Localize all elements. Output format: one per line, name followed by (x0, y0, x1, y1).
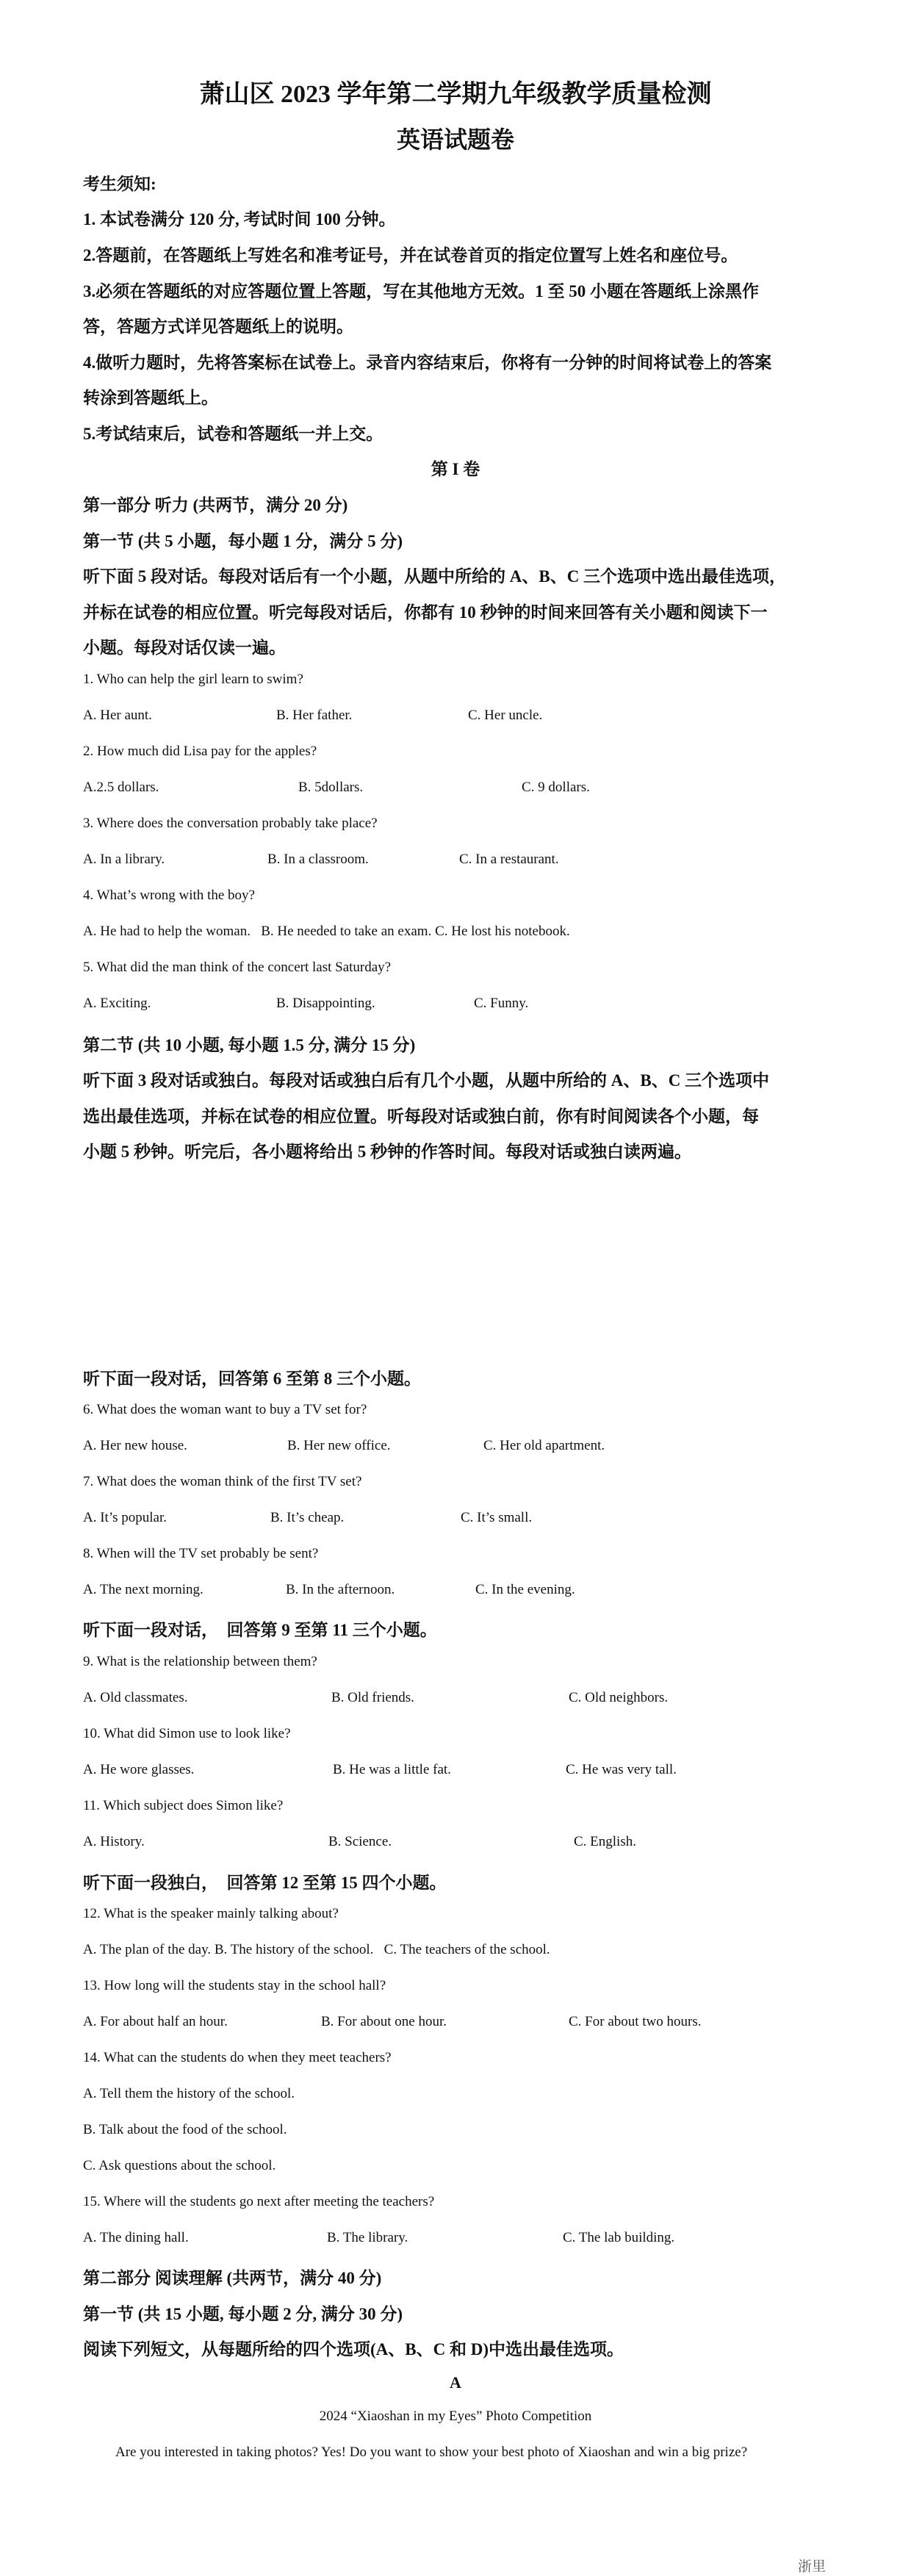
option-7b: B. It’s cheap. (270, 1510, 345, 1525)
option-2a: A.2.5 dollars. (83, 780, 159, 795)
notice-line: 4.做听力题时，先将答案标在试卷上。录音内容结束后，你将有一分钟的时间将试卷上的答案 (83, 353, 772, 372)
question-8: 8. When will the TV set probably be sent? (83, 1546, 319, 1561)
group3-heading: 听下面一段独白， 回答第 12 至第 15 四个小题。 (83, 1874, 447, 1892)
notice-line: 答，答题方式详见答题纸上的说明。 (83, 317, 353, 336)
option-1c: C. Her uncle. (468, 708, 543, 723)
question-12: 12. What is the speaker mainly talking about? (83, 1906, 339, 1921)
option-3c: C. In a restaurant. (459, 852, 559, 867)
option-8c: C. In the evening. (475, 1582, 575, 1597)
question-3: 3. Where does the conversation probably take place? (83, 816, 378, 831)
option-5b: B. Disappointing. (276, 996, 375, 1011)
option-12-line: A. The plan of the day. B. The history of the school. C. The teachers of the school. (83, 1942, 550, 1957)
passage-title: 2024 “Xiaoshan in my Eyes” Photo Competition (319, 2408, 592, 2424)
question-14: 14. What can the students do when they meet teachers? (83, 2050, 392, 2065)
option-6c: C. Her old apartment. (483, 1438, 605, 1453)
section1-instructions: 听下面 5 段对话。每段对话后有一个小题，从题中所给的 A、B、C 三个选项中选出最佳选项， (83, 567, 787, 586)
option-13b: B. For about one hour. (321, 2014, 447, 2029)
section2-instructions: 小题 5 秒钟。听完后，各小题将给出 5 秒钟的作答时间。每段对话或独白读两遍。 (83, 1143, 691, 1161)
notice-heading: 考生须知: (83, 175, 156, 193)
option-14a: A. Tell them the history of the school. (83, 2086, 295, 2101)
option-11c: C. English. (574, 1834, 636, 1849)
question-15: 15. Where will the students go next after meeting the teachers? (83, 2194, 435, 2209)
option-9b: B. Old friends. (331, 1690, 414, 1705)
option-5c: C. Funny. (474, 996, 529, 1011)
option-9c: C. Old neighbors. (569, 1690, 669, 1705)
option-11a: A. History. (83, 1834, 145, 1849)
question-11: 11. Which subject does Simon like? (83, 1798, 284, 1813)
option-2b: B. 5dollars. (298, 780, 364, 795)
option-14c: C. Ask questions about the school. (83, 2158, 276, 2173)
question-7: 7. What does the woman think of the first TV set? (83, 1474, 362, 1489)
volume-label: 第 I 卷 (431, 460, 480, 478)
option-15b: B. The library. (327, 2230, 408, 2245)
option-2c: C. 9 dollars. (522, 780, 590, 795)
option-3b: B. In a classroom. (267, 852, 369, 867)
question-5: 5. What did the man think of the concert last Saturday? (83, 960, 392, 975)
notice-line: 1. 本试卷满分 120 分, 考试时间 100 分钟。 (83, 210, 396, 229)
option-13c: C. For about two hours. (569, 2014, 702, 2029)
option-5a: A. Exciting. (83, 996, 151, 1011)
section2-instructions: 选出最佳选项，并标在试卷的相应位置。听每段对话或独白前，你有时间阅读各个小题，每 (83, 1107, 759, 1126)
group2-heading: 听下面一段对话， 回答第 9 至第 11 三个小题。 (83, 1621, 437, 1639)
question-9: 9. What is the relationship between them? (83, 1654, 317, 1669)
option-8a: A. The next morning. (83, 1582, 204, 1597)
part2-section1-heading: 第一节 (共 15 小题, 每小题 2 分, 满分 30 分) (83, 2305, 403, 2323)
question-4: 4. What’s wrong with the boy? (83, 888, 255, 903)
section1-instructions: 小题。每段对话仅读一遍。 (83, 638, 286, 657)
option-7a: A. It’s popular. (83, 1510, 167, 1525)
section2-heading: 第二节 (共 10 小题, 每小题 1.5 分, 满分 15 分) (83, 1036, 416, 1054)
section1-instructions: 并标在试卷的相应位置。听完每段对话后，你都有 10 秒钟的时间来回答有关小题和阅读下一 (83, 603, 768, 622)
section2-instructions: 听下面 3 段对话或独白。每段对话或独白后有几个小题，从题中所给的 A、B、C 三个选项中 (83, 1071, 770, 1090)
question-6: 6. What does the woman want to buy a TV set for? (83, 1402, 367, 1417)
option-6a: A. Her new house. (83, 1438, 187, 1453)
option-15c: C. The lab building. (563, 2230, 675, 2245)
option-11b: B. Science. (328, 1834, 392, 1849)
passage-label: A (450, 2373, 461, 2392)
section1-heading: 第一节 (共 5 小题，每小题 1 分，满分 5 分) (83, 532, 403, 550)
notice-line: 转涂到答题纸上。 (83, 389, 218, 407)
option-3a: A. In a library. (83, 852, 165, 867)
option-1b: B. Her father. (276, 708, 353, 723)
notice-line: 3.必须在答题纸的对应答题位置上答题，写在其他地方无效。1 至 50 小题在答题纸上涂黑作 (83, 282, 759, 301)
option-10a: A. He wore glasses. (83, 1762, 195, 1777)
option-6b: B. Her new office. (287, 1438, 391, 1453)
part2-heading: 第二部分 阅读理解 (共两节，满分 40 分) (83, 2269, 382, 2287)
question-1: 1. Who can help the girl learn to swim? (83, 672, 303, 687)
question-10: 10. What did Simon use to look like? (83, 1726, 291, 1741)
question-2: 2. How much did Lisa pay for the apples? (83, 744, 317, 759)
option-10b: B. He was a little fat. (333, 1762, 451, 1777)
passage-first-line: Are you interested in taking photos? Yes! Do you want to show your best photo of Xiaoshan and win a big prize? (115, 2444, 748, 2460)
part1-heading: 第一部分 听力 (共两节，满分 20 分) (83, 496, 348, 514)
option-10c: C. He was very tall. (566, 1762, 677, 1777)
part2-instructions: 阅读下列短文，从每题所给的四个选项(A、B、C 和 D)中选出最佳选项。 (83, 2340, 624, 2359)
watermark: 浙里 (798, 2559, 827, 2575)
page-subtitle: 英语试题卷 (396, 126, 514, 153)
group1-heading: 听下面一段对话，回答第 6 至第 8 三个小题。 (83, 1370, 421, 1388)
option-13a: A. For about half an hour. (83, 2014, 228, 2029)
option-1a: A. Her aunt. (83, 708, 152, 723)
notice-line: 5.考试结束后，试卷和答题纸一并上交。 (83, 425, 384, 443)
page-title: 萧山区 2023 学年第二学期九年级教学质量检测 (199, 81, 712, 108)
notice-line: 2.答题前，在答题纸上写姓名和准考证号，并在试卷首页的指定位置写上姓名和座位号。 (83, 246, 738, 265)
option-15a: A. The dining hall. (83, 2230, 189, 2245)
option-4-line: A. He had to help the woman. B. He needed to take an exam. C. He lost his notebook. (83, 924, 570, 939)
question-13: 13. How long will the students stay in the school hall? (83, 1978, 386, 1993)
option-8b: B. In the afternoon. (286, 1582, 395, 1597)
option-9a: A. Old classmates. (83, 1690, 188, 1705)
option-14b: B. Talk about the food of the school. (83, 2122, 287, 2137)
option-7c: C. It’s small. (461, 1510, 533, 1525)
